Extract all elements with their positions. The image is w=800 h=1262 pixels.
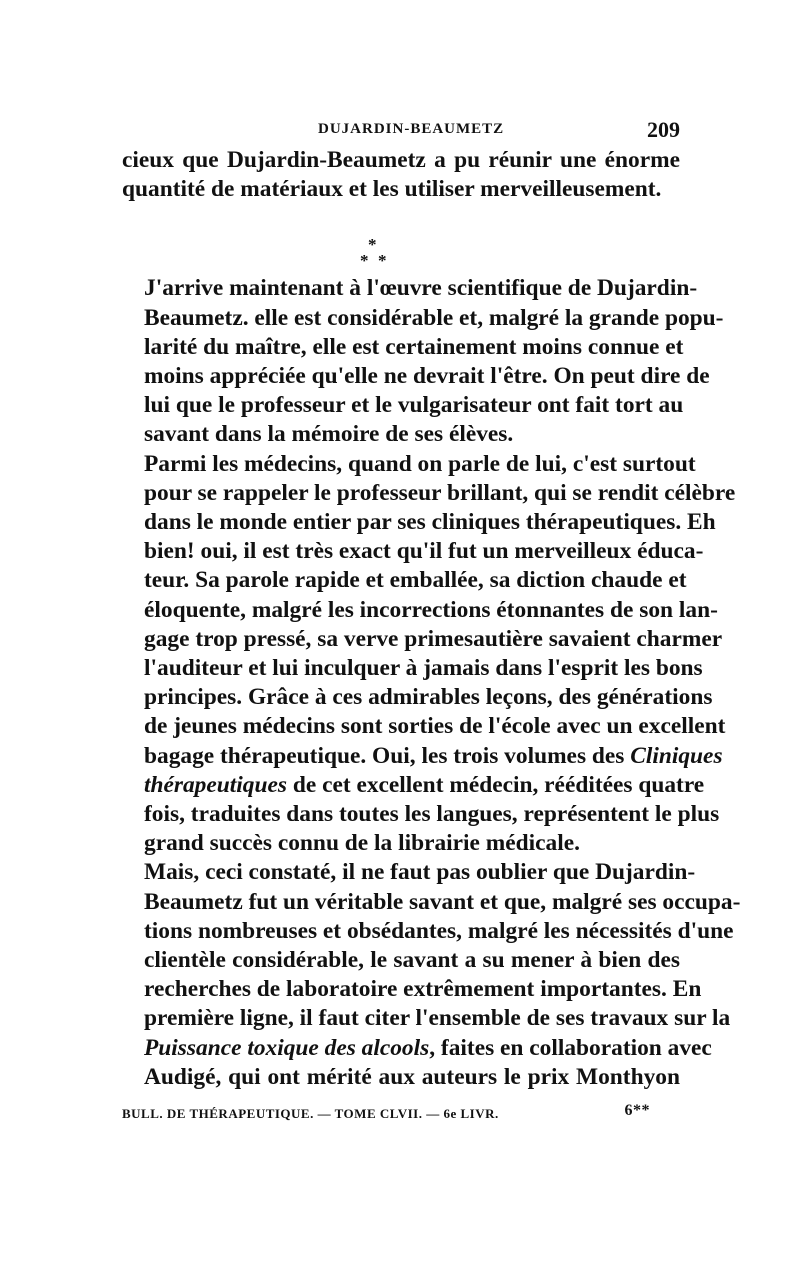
text-line: Beaumetz fut un véritable savant et que, malgré ses occupa- <box>144 888 741 915</box>
text-line: tions nombreuses et obsédantes, malgré les nécessités d'une <box>144 917 734 944</box>
text-line: savant dans la mémoire de ses élèves. <box>144 421 514 448</box>
book-title: Puissance toxique des alcools <box>144 1034 430 1061</box>
paragraph-laboratory <box>122 858 741 1092</box>
text-segment: bagage thérapeutique. Oui, les trois volumes des <box>144 742 625 769</box>
body-text <box>122 146 741 1092</box>
text-line: recherches de laboratoire extrêmement importantes. En <box>144 976 702 1003</box>
text-line: moins appréciée qu'elle ne devrait l'être. On peut dire de <box>144 363 710 390</box>
text-line: première ligne, il faut citer l'ensemble de ses travaux sur la <box>144 1005 731 1032</box>
text-line: quantité de matériaux et les utiliser merveilleusement. <box>122 176 662 203</box>
text-line: lui que le professeur et le vulgarisateur ont fait tort au <box>144 392 684 419</box>
paragraph-professor <box>122 450 736 859</box>
text-line: larité du maître, elle est certainement moins connue et <box>144 333 684 360</box>
text-line <box>122 1034 712 1063</box>
paragraph-scientific-work <box>122 274 724 449</box>
text-line: pour se rappeler le professeur brillant, qui se rendit célèbre <box>144 479 736 506</box>
text-line: cieux que Dujardin-Beaumetz a pu réunir une énorme <box>122 147 680 173</box>
text-line: Beaumetz. elle est considérable et, malgré la grande popu- <box>144 304 724 331</box>
text-line: de jeunes médecins sont sorties de l'école avec un excellent <box>144 713 726 740</box>
paragraph-continued <box>122 146 680 204</box>
asterism-star: * <box>368 235 377 255</box>
text-line: gage trop pressé, sa verve primesautière savaient charmer <box>144 625 723 652</box>
text-line: J'arrive maintenant à l'œuvre scientifique de Dujardin- <box>144 275 698 302</box>
running-head <box>122 112 680 146</box>
text-line: grand succès connu de la librairie médicale. <box>144 830 580 857</box>
book-title: thérapeutiques <box>144 771 287 798</box>
text-line: l'auditeur et lui inculquer à jamais dans l'esprit les bons <box>144 655 703 682</box>
footer-signature <box>122 1102 680 1128</box>
text-line: dans le monde entier par ses cliniques thérapeutiques. Eh <box>144 509 716 536</box>
text-segment: , faites en collaboration avec <box>429 1034 712 1061</box>
asterism-star: * <box>360 251 369 271</box>
text-line: principes. Grâce à ces admirables leçons, des générations <box>144 684 713 711</box>
running-title: DUJARDIN-BEAUMETZ <box>318 121 505 137</box>
footer-journal-info: BULL. DE THÉRAPEUTIQUE. — TOME CLVII. — 6e LIVR. <box>122 1106 499 1122</box>
text-line: Parmi les médecins, quand on parle de lui, c'est surtout <box>144 450 696 477</box>
text-line: clientèle considérable, le savant a su mener à bien des <box>144 947 680 974</box>
asterism-star: * <box>378 251 387 271</box>
book-title: Cliniques <box>630 742 723 769</box>
text-line: éloquente, malgré les incorrections étonnantes de son lan- <box>144 596 718 623</box>
asterism <box>122 204 680 274</box>
book-page <box>122 112 741 1128</box>
text-line <box>122 771 705 800</box>
text-segment: de cet excellent médecin, rééditées quatre <box>292 771 705 798</box>
text-line: fois, traduites dans toutes les langues, représentent le plus <box>144 801 720 828</box>
footer-signature-mark: 6** <box>624 1102 650 1120</box>
page-number: 209 <box>647 117 680 142</box>
text-line: Mais, ceci constaté, il ne faut pas oublier que Dujardin- <box>144 859 696 886</box>
text-line: teur. Sa parole rapide et emballée, sa diction chaude et <box>144 567 687 594</box>
text-line: bien! oui, il est très exact qu'il fut un merveilleux éduca- <box>144 538 704 565</box>
text-line <box>122 742 723 771</box>
text-line: Audigé, qui ont mérité aux auteurs le prix Monthyon <box>144 1063 680 1090</box>
